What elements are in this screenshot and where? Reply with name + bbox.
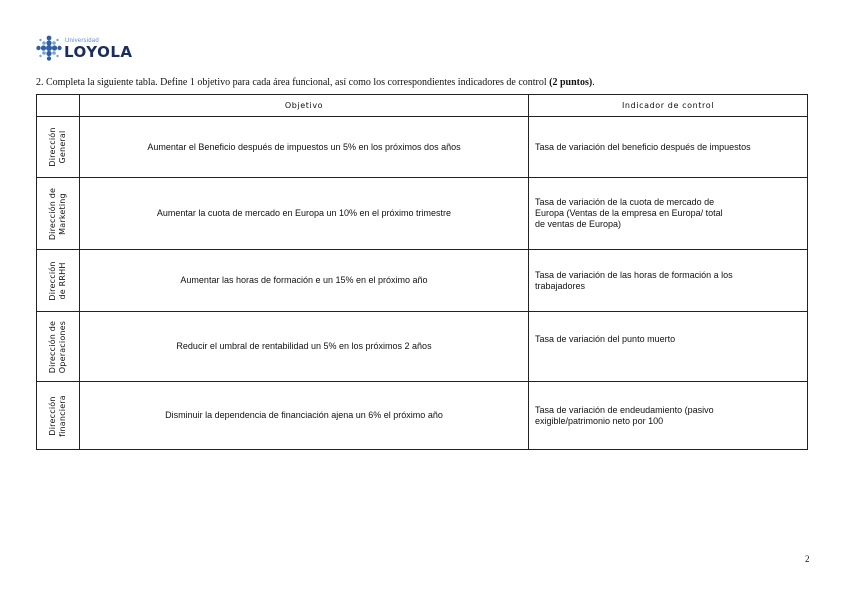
- logo-subtitle: Universidad: [65, 38, 99, 44]
- header-objective: Objetivo: [80, 95, 529, 117]
- area-label: Dirección financiera: [48, 394, 67, 437]
- area-label: Dirección de Operaciones: [48, 320, 67, 373]
- area-cell: [37, 178, 80, 250]
- logo-wordmark: LOYOLA: [64, 43, 133, 61]
- loyola-cross-icon: [35, 34, 63, 62]
- objective-cell: Reducir el umbral de rentabilidad un 5% en los próximos 2 años: [80, 312, 529, 382]
- objective-cell: Aumentar la cuota de mercado en Europa un 10% en el próximo trimestre: [80, 178, 529, 250]
- indicator-cell: Tasa de variación de las horas de formación a los trabajadores: [529, 250, 808, 312]
- table-row: [37, 250, 808, 312]
- table-row: [37, 178, 808, 250]
- area-cell: [37, 117, 80, 178]
- objective-cell: Aumentar el Beneficio después de impuestos un 5% en los próximos dos años: [80, 117, 529, 178]
- indicator-cell: Tasa de variación de endeudamiento (pasivo exigible/patrimonio neto por 100: [529, 382, 808, 450]
- area-label: Dirección General: [48, 127, 67, 167]
- area-cell: [37, 382, 80, 450]
- page-number: 2: [805, 554, 810, 564]
- objective-cell: Disminuir la dependencia de financiación ajena un 6% el próximo año: [80, 382, 529, 450]
- question-instruction: [36, 77, 816, 88]
- instruction-text: 2. Completa la siguiente tabla. Define 1 objetivo para cada área funcional, así como los correspondientes indicadores de control: [36, 77, 550, 88]
- table-row: [37, 312, 808, 382]
- indicator-cell: Tasa de variación de la cuota de mercado de Europa (Ventas de la empresa en Europa/ total de ventas de Europa): [529, 178, 808, 250]
- objectives-table: [36, 94, 808, 450]
- area-cell: [37, 312, 80, 382]
- instruction-end: .: [592, 77, 595, 88]
- objective-cell: Aumentar las horas de formación e un 15% en el próximo año: [80, 250, 529, 312]
- table-row: [37, 382, 808, 450]
- table-row: [37, 117, 808, 178]
- indicator-cell: Tasa de variación del beneficio después de impuestos: [529, 117, 808, 178]
- area-label: Dirección de RRHH: [48, 260, 67, 301]
- header-empty-cell: [37, 95, 80, 117]
- table-header-row: [37, 95, 808, 117]
- area-label: Dirección de Marketing: [48, 187, 67, 240]
- header-indicator: Indicador de control: [529, 95, 808, 117]
- instruction-points: (2 puntos): [549, 77, 593, 88]
- area-cell: [37, 250, 80, 312]
- indicator-cell: Tasa de variación del punto muerto: [529, 312, 808, 382]
